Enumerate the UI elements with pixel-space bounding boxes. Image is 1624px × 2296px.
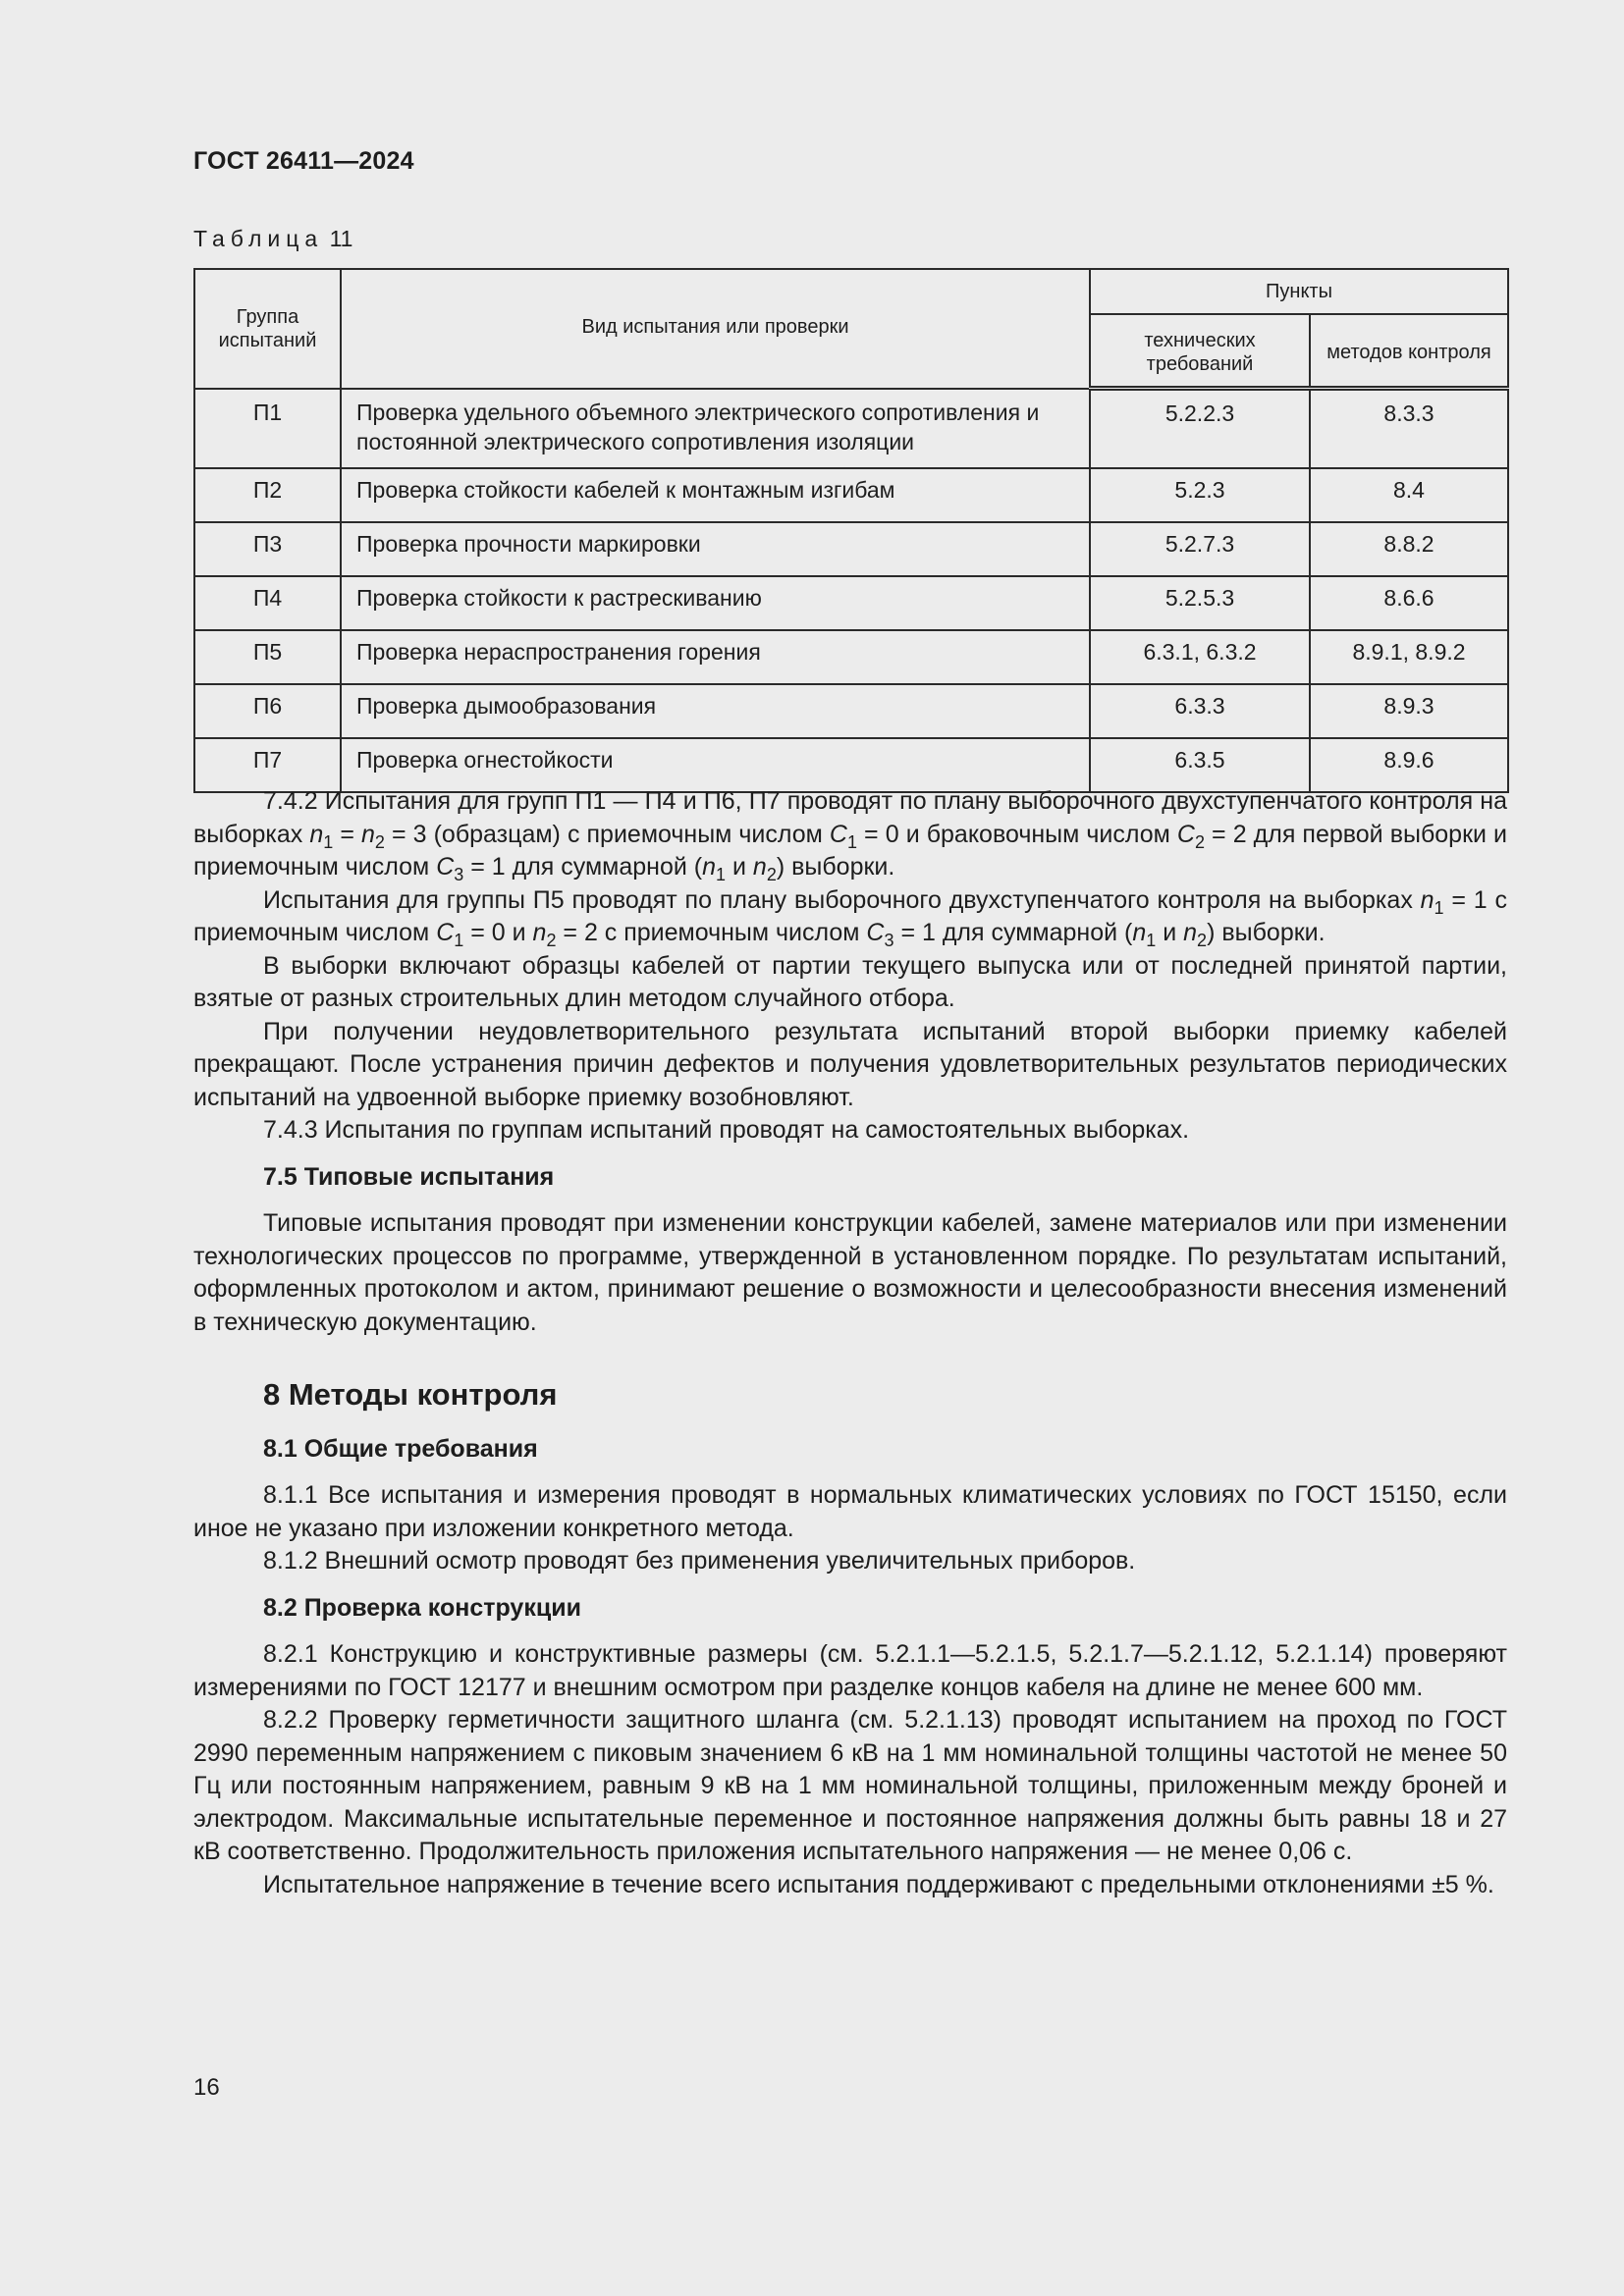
- cell-test-name: Проверка дымообразования: [341, 684, 1090, 738]
- cell-group: П2: [194, 468, 341, 522]
- cell-group: П6: [194, 684, 341, 738]
- paragraph-unsatisfactory: При получении неудовлетворительного результата испытаний второй выборки приемку кабелей прекращают. После устранения причин дефектов и получения удовлетворительных результатов периодических испытаний на удвоенной выборке приемку возобновляют.: [193, 1017, 1507, 1111]
- cell-tech: 6.3.1, 6.3.2: [1090, 630, 1310, 684]
- table-caption-word: Таблица: [193, 226, 324, 251]
- cell-test-name: Проверка стойкости к растрескиванию: [341, 576, 1090, 630]
- cell-method: 8.4: [1310, 468, 1508, 522]
- cell-method: 8.9.3: [1310, 684, 1508, 738]
- paragraph-7-4-3: 7.4.3 Испытания по группам испытаний проводят на самостоятельных выборках.: [263, 1116, 1190, 1144]
- table-row: [194, 389, 1508, 469]
- heading-8-1: 8.1 Общие требования: [263, 1434, 538, 1463]
- table-11: [193, 268, 1509, 793]
- cell-test-name: Проверка удельного объемного электрического сопротивления и постоянной электрического сопротивления изоляции: [341, 389, 1090, 469]
- cell-test-name: Проверка стойкости кабелей к монтажным изгибам: [341, 468, 1090, 522]
- cell-tech: 5.2.2.3: [1090, 389, 1310, 469]
- cell-method: 8.9.6: [1310, 738, 1508, 792]
- cell-group: П3: [194, 522, 341, 576]
- page-number: 16: [193, 2074, 220, 2101]
- heading-8-2: 8.2 Проверка конструкции: [263, 1593, 581, 1622]
- cell-tech: 5.2.3: [1090, 468, 1310, 522]
- cell-test-name: Проверка прочности маркировки: [341, 522, 1090, 576]
- cell-tech: 6.3.3: [1090, 684, 1310, 738]
- cell-tech: 5.2.5.3: [1090, 576, 1310, 630]
- cell-test-name: Проверка огнестойкости: [341, 738, 1090, 792]
- paragraph-test-voltage: Испытательное напряжение в течение всего испытания поддерживают с предельными отклонениями ±5 %.: [263, 1870, 1494, 1898]
- cell-test-name: Проверка нераспространения горения: [341, 630, 1090, 684]
- cell-group: П7: [194, 738, 341, 792]
- paragraph-8-1-2: 8.1.2 Внешний осмотр проводят без применения увеличительных приборов.: [263, 1547, 1136, 1575]
- document-header: ГОСТ 26411—2024: [193, 147, 414, 175]
- header-points: Пункты: [1090, 269, 1508, 314]
- table-row: [194, 738, 1508, 792]
- paragraph-7-5: Типовые испытания проводят при изменении конструкции кабелей, замене материалов или при изменении технологических процессов по программе, утвержденной в установленном порядке. По результатам испытаний, оформленных протоколом и актом, принимают решение о возможности и целесообразности внесения изменений в техническую документацию.: [193, 1209, 1507, 1336]
- cell-method: 8.3.3: [1310, 389, 1508, 469]
- paragraph-8-2-2: 8.2.2 Проверку герметичности защитного шланга (см. 5.2.1.13) проводят испытанием на проход по ГОСТ 2990 переменным напряжением с пиковым значением 6 кВ на 1 мм номинальной толщины частотой не менее 50 Гц или постоянным напряжением, равным 9 кВ на 1 мм номинальной толщины, приложенным между броней и электродом. Максимальные испытательные переменное и постоянное напряжения должны быть равны 18 и 27 кВ соответственно. Продолжительность приложения испытательного напряжения — не менее 0,06 с.: [193, 1706, 1507, 1865]
- header-group: Группа испытаний: [194, 269, 341, 389]
- cell-tech: 5.2.7.3: [1090, 522, 1310, 576]
- cell-method: 8.6.6: [1310, 576, 1508, 630]
- table-row: [194, 468, 1508, 522]
- table-row: [194, 576, 1508, 630]
- paragraph-samples: В выборки включают образцы кабелей от партии текущего выпуска или от последней принятой партии, взятые от разных строительных длин методом случайного отбора.: [193, 951, 1507, 1012]
- header-control-methods: методов контроля: [1310, 314, 1508, 389]
- cell-method: 8.9.1, 8.9.2: [1310, 630, 1508, 684]
- heading-7-5: 7.5 Типовые испытания: [263, 1162, 555, 1191]
- header-test-type: Вид испытания или проверки: [341, 269, 1090, 389]
- paragraph-group-p5: Испытания для группы П5 проводят по плану выборочного двухступенчатого контроля на выборках $n_1 = 1$ с приемочным числом $C_1 = 0$ и $n_2 = 2$ с приемочным числом $C_3 = 1$ для суммарной ($n_1$ и $n_2$) выборки.: [193, 885, 1508, 950]
- heading-8: 8 Методы контроля: [263, 1377, 558, 1412]
- cell-group: П1: [194, 389, 341, 469]
- paragraph-8-2-1: 8.2.1 Конструкцию и конструктивные размеры (см. 5.2.1.1—5.2.1.5, 5.2.1.7—5.2.1.12, 5.2.1.14) проверяют измерениями по ГОСТ 12177 и внешним осмотром при разделке концов кабеля на длине не менее 600 мм.: [193, 1640, 1507, 1701]
- cell-group: П5: [194, 630, 341, 684]
- cell-tech: 6.3.5: [1090, 738, 1310, 792]
- paragraph-8-1-1: 8.1.1 Все испытания и измерения проводят в нормальных климатических условиях по ГОСТ 15150, если иное не указано при изложении конкретного метода.: [193, 1481, 1507, 1542]
- table-caption-number: 11: [329, 226, 353, 251]
- cell-method: 8.8.2: [1310, 522, 1508, 576]
- body-text: [193, 785, 1507, 1901]
- table-caption: [193, 226, 352, 252]
- cell-group: П4: [194, 576, 341, 630]
- table-row: [194, 630, 1508, 684]
- paragraph-7-4-2: 7.4.2 Испытания для групп П1 — П4 и П6, П7 проводят по плану выборочного двухступенчатого контроля на выборках $n_1 = n_2 = 3$ (образцам) с приемочным числом $C_1 = 0$ и браковочным числом $C_2 = 2$ для первой выборки и приемочным числом $C_3 = 1$ для суммарной ($n_1$ и $n_2$) выборки.: [193, 787, 1508, 884]
- table-row: [194, 522, 1508, 576]
- header-tech-requirements: технических требований: [1090, 314, 1310, 389]
- table-row: [194, 684, 1508, 738]
